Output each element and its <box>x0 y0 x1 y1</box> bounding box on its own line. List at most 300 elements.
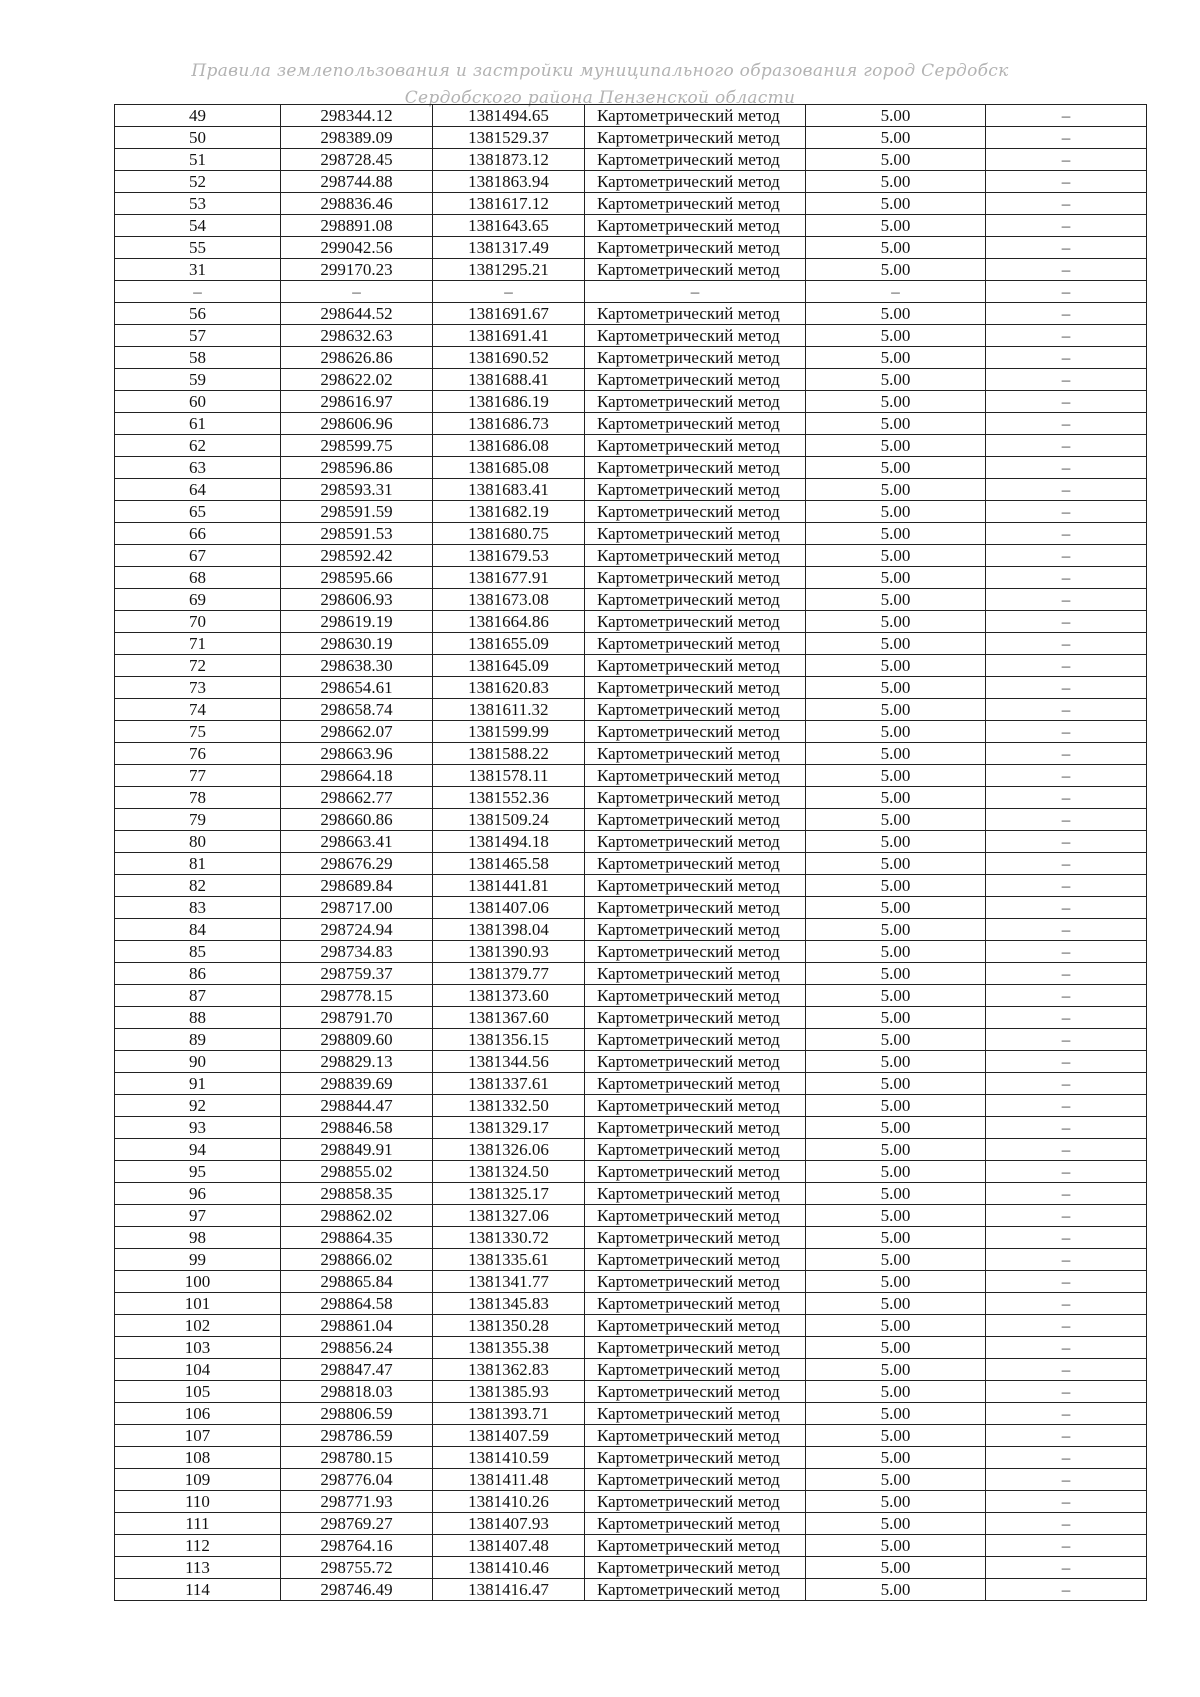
note-cell: – <box>986 391 1147 413</box>
x-coordinate-cell: 298724.94 <box>281 919 433 941</box>
x-coordinate-cell: 298622.02 <box>281 369 433 391</box>
accuracy-cell: 5.00 <box>806 479 986 501</box>
note-cell: – <box>986 523 1147 545</box>
note-cell: – <box>986 919 1147 941</box>
x-coordinate-cell: 298858.35 <box>281 1183 433 1205</box>
table-row <box>115 721 1147 743</box>
method-cell: Картометрический метод <box>585 391 806 413</box>
method-cell: Картометрический метод <box>585 699 806 721</box>
accuracy-cell: 5.00 <box>806 897 986 919</box>
note-cell: – <box>986 369 1147 391</box>
x-coordinate-cell: 298891.08 <box>281 215 433 237</box>
method-cell: Картометрический метод <box>585 1271 806 1293</box>
table-row <box>115 1029 1147 1051</box>
note-cell: – <box>986 501 1147 523</box>
accuracy-cell: 5.00 <box>806 171 986 193</box>
method-cell: Картометрический метод <box>585 259 806 281</box>
x-coordinate-cell: 298664.18 <box>281 765 433 787</box>
x-coordinate-cell: 298663.41 <box>281 831 433 853</box>
point-number-cell: 64 <box>115 479 281 501</box>
note-cell: – <box>986 677 1147 699</box>
y-coordinate-cell: 1381335.61 <box>433 1249 585 1271</box>
y-coordinate-cell: 1381686.19 <box>433 391 585 413</box>
y-coordinate-cell: 1381393.71 <box>433 1403 585 1425</box>
table-row <box>115 281 1147 303</box>
point-number-cell: 63 <box>115 457 281 479</box>
note-cell: – <box>986 809 1147 831</box>
accuracy-cell: 5.00 <box>806 1469 986 1491</box>
accuracy-cell: 5.00 <box>806 457 986 479</box>
accuracy-cell: – <box>806 281 986 303</box>
method-cell: Картометрический метод <box>585 633 806 655</box>
x-coordinate-cell: 298596.86 <box>281 457 433 479</box>
y-coordinate-cell: 1381407.48 <box>433 1535 585 1557</box>
x-coordinate-cell: 298849.91 <box>281 1139 433 1161</box>
y-coordinate-cell: 1381873.12 <box>433 149 585 171</box>
point-number-cell: 112 <box>115 1535 281 1557</box>
table-row <box>115 1139 1147 1161</box>
note-cell: – <box>986 149 1147 171</box>
accuracy-cell: 5.00 <box>806 875 986 897</box>
x-coordinate-cell: 298847.47 <box>281 1359 433 1381</box>
y-coordinate-cell: 1381664.86 <box>433 611 585 633</box>
table-row <box>115 347 1147 369</box>
note-cell: – <box>986 699 1147 721</box>
table-row <box>115 809 1147 831</box>
y-coordinate-cell: 1381683.41 <box>433 479 585 501</box>
x-coordinate-cell: 298862.02 <box>281 1205 433 1227</box>
accuracy-cell: 5.00 <box>806 919 986 941</box>
x-coordinate-cell: 298759.37 <box>281 963 433 985</box>
accuracy-cell: 5.00 <box>806 831 986 853</box>
y-coordinate-cell: 1381599.99 <box>433 721 585 743</box>
accuracy-cell: 5.00 <box>806 1579 986 1601</box>
method-cell: Картометрический метод <box>585 985 806 1007</box>
table-row <box>115 655 1147 677</box>
y-coordinate-cell: 1381416.47 <box>433 1579 585 1601</box>
table-row <box>115 1469 1147 1491</box>
method-cell: Картометрический метод <box>585 435 806 457</box>
y-coordinate-cell: 1381344.56 <box>433 1051 585 1073</box>
table-row <box>115 1513 1147 1535</box>
accuracy-cell: 5.00 <box>806 1271 986 1293</box>
accuracy-cell: 5.00 <box>806 1073 986 1095</box>
point-number-cell: 65 <box>115 501 281 523</box>
y-coordinate-cell: 1381337.61 <box>433 1073 585 1095</box>
method-cell: Картометрический метод <box>585 193 806 215</box>
x-coordinate-cell: 298864.35 <box>281 1227 433 1249</box>
note-cell: – <box>986 237 1147 259</box>
point-number-cell: 103 <box>115 1337 281 1359</box>
x-coordinate-cell: 298717.00 <box>281 897 433 919</box>
note-cell: – <box>986 655 1147 677</box>
point-number-cell: 93 <box>115 1117 281 1139</box>
x-coordinate-cell: 298866.02 <box>281 1249 433 1271</box>
accuracy-cell: 5.00 <box>806 303 986 325</box>
x-coordinate-cell: 298658.74 <box>281 699 433 721</box>
table-row <box>115 875 1147 897</box>
note-cell: – <box>986 1073 1147 1095</box>
y-coordinate-cell: 1381552.36 <box>433 787 585 809</box>
note-cell: – <box>986 435 1147 457</box>
accuracy-cell: 5.00 <box>806 127 986 149</box>
accuracy-cell: 5.00 <box>806 501 986 523</box>
point-number-cell: 87 <box>115 985 281 1007</box>
point-number-cell: 109 <box>115 1469 281 1491</box>
accuracy-cell: 5.00 <box>806 215 986 237</box>
x-coordinate-cell: 298689.84 <box>281 875 433 897</box>
method-cell: Картометрический метод <box>585 1491 806 1513</box>
table-row <box>115 765 1147 787</box>
y-coordinate-cell: 1381588.22 <box>433 743 585 765</box>
x-coordinate-cell: 298619.19 <box>281 611 433 633</box>
accuracy-cell: 5.00 <box>806 347 986 369</box>
accuracy-cell: 5.00 <box>806 1205 986 1227</box>
note-cell: – <box>986 479 1147 501</box>
method-cell: Картометрический метод <box>585 1315 806 1337</box>
accuracy-cell: 5.00 <box>806 1535 986 1557</box>
accuracy-cell: 5.00 <box>806 589 986 611</box>
method-cell: Картометрический метод <box>585 149 806 171</box>
y-coordinate-cell: 1381326.06 <box>433 1139 585 1161</box>
note-cell: – <box>986 897 1147 919</box>
accuracy-cell: 5.00 <box>806 1425 986 1447</box>
y-coordinate-cell: 1381673.08 <box>433 589 585 611</box>
y-coordinate-cell: 1381327.06 <box>433 1205 585 1227</box>
accuracy-cell: 5.00 <box>806 1007 986 1029</box>
table-row <box>115 215 1147 237</box>
table-row <box>115 1051 1147 1073</box>
accuracy-cell: 5.00 <box>806 149 986 171</box>
point-number-cell: 105 <box>115 1381 281 1403</box>
y-coordinate-cell: 1381407.06 <box>433 897 585 919</box>
point-number-cell: 110 <box>115 1491 281 1513</box>
y-coordinate-cell: 1381465.58 <box>433 853 585 875</box>
y-coordinate-cell: 1381411.48 <box>433 1469 585 1491</box>
table-row <box>115 1227 1147 1249</box>
note-cell: – <box>986 105 1147 127</box>
note-cell: – <box>986 1315 1147 1337</box>
accuracy-cell: 5.00 <box>806 743 986 765</box>
x-coordinate-cell: 298855.02 <box>281 1161 433 1183</box>
point-number-cell: 49 <box>115 105 281 127</box>
x-coordinate-cell: 298592.42 <box>281 545 433 567</box>
accuracy-cell: 5.00 <box>806 1447 986 1469</box>
method-cell: Картометрический метод <box>585 303 806 325</box>
x-coordinate-cell: 298776.04 <box>281 1469 433 1491</box>
method-cell: Картометрический метод <box>585 809 806 831</box>
note-cell: – <box>986 303 1147 325</box>
table-row <box>115 149 1147 171</box>
x-coordinate-cell: 298630.19 <box>281 633 433 655</box>
method-cell: Картометрический метод <box>585 655 806 677</box>
accuracy-cell: 5.00 <box>806 1513 986 1535</box>
accuracy-cell: 5.00 <box>806 1117 986 1139</box>
method-cell: Картометрический метод <box>585 1249 806 1271</box>
y-coordinate-cell: 1381407.59 <box>433 1425 585 1447</box>
table-row <box>115 545 1147 567</box>
method-cell: Картометрический метод <box>585 1403 806 1425</box>
table-row <box>115 435 1147 457</box>
accuracy-cell: 5.00 <box>806 325 986 347</box>
accuracy-cell: 5.00 <box>806 1095 986 1117</box>
table-row <box>115 259 1147 281</box>
point-number-cell: 52 <box>115 171 281 193</box>
y-coordinate-cell: 1381685.08 <box>433 457 585 479</box>
x-coordinate-cell: 298746.49 <box>281 1579 433 1601</box>
note-cell: – <box>986 1095 1147 1117</box>
note-cell: – <box>986 1425 1147 1447</box>
x-coordinate-cell: – <box>281 281 433 303</box>
table-row <box>115 479 1147 501</box>
note-cell: – <box>986 171 1147 193</box>
point-number-cell: 113 <box>115 1557 281 1579</box>
point-number-cell: – <box>115 281 281 303</box>
table-row <box>115 1359 1147 1381</box>
method-cell: Картометрический метод <box>585 897 806 919</box>
table-row <box>115 1403 1147 1425</box>
method-cell: Картометрический метод <box>585 369 806 391</box>
y-coordinate-cell: 1381410.59 <box>433 1447 585 1469</box>
table-row <box>115 919 1147 941</box>
point-number-cell: 71 <box>115 633 281 655</box>
y-coordinate-cell: 1381329.17 <box>433 1117 585 1139</box>
x-coordinate-cell: 298778.15 <box>281 985 433 1007</box>
point-number-cell: 100 <box>115 1271 281 1293</box>
y-coordinate-cell: 1381390.93 <box>433 941 585 963</box>
table-row <box>115 303 1147 325</box>
y-coordinate-cell: 1381509.24 <box>433 809 585 831</box>
y-coordinate-cell: 1381362.83 <box>433 1359 585 1381</box>
point-number-cell: 69 <box>115 589 281 611</box>
x-coordinate-cell: 298791.70 <box>281 1007 433 1029</box>
method-cell: Картометрический метод <box>585 523 806 545</box>
note-cell: – <box>986 545 1147 567</box>
point-number-cell: 59 <box>115 369 281 391</box>
table-row <box>115 963 1147 985</box>
accuracy-cell: 5.00 <box>806 699 986 721</box>
y-coordinate-cell: 1381373.60 <box>433 985 585 1007</box>
accuracy-cell: 5.00 <box>806 633 986 655</box>
y-coordinate-cell: 1381410.26 <box>433 1491 585 1513</box>
table-row <box>115 413 1147 435</box>
accuracy-cell: 5.00 <box>806 545 986 567</box>
method-cell: Картометрический метод <box>585 1117 806 1139</box>
method-cell: Картометрический метод <box>585 1073 806 1095</box>
table-row <box>115 699 1147 721</box>
point-number-cell: 80 <box>115 831 281 853</box>
method-cell: Картометрический метод <box>585 457 806 479</box>
x-coordinate-cell: 298755.72 <box>281 1557 433 1579</box>
y-coordinate-cell: 1381356.15 <box>433 1029 585 1051</box>
point-number-cell: 78 <box>115 787 281 809</box>
y-coordinate-cell: 1381295.21 <box>433 259 585 281</box>
method-cell: Картометрический метод <box>585 1557 806 1579</box>
point-number-cell: 54 <box>115 215 281 237</box>
method-cell: Картометрический метод <box>585 611 806 633</box>
table-row <box>115 1007 1147 1029</box>
note-cell: – <box>986 1183 1147 1205</box>
table-row <box>115 1117 1147 1139</box>
note-cell: – <box>986 1161 1147 1183</box>
table-row <box>115 787 1147 809</box>
x-coordinate-cell: 298606.96 <box>281 413 433 435</box>
method-cell: Картометрический метод <box>585 567 806 589</box>
y-coordinate-cell: 1381677.91 <box>433 567 585 589</box>
y-coordinate-cell: 1381686.08 <box>433 435 585 457</box>
table-row <box>115 1095 1147 1117</box>
method-cell: Картометрический метод <box>585 237 806 259</box>
table-row <box>115 391 1147 413</box>
method-cell: Картометрический метод <box>585 215 806 237</box>
method-cell: Картометрический метод <box>585 1381 806 1403</box>
note-cell: – <box>986 831 1147 853</box>
note-cell: – <box>986 457 1147 479</box>
y-coordinate-cell: 1381324.50 <box>433 1161 585 1183</box>
table-row <box>115 853 1147 875</box>
page-header-line-2: Сердобского района Пензенской области <box>404 88 796 108</box>
point-number-cell: 84 <box>115 919 281 941</box>
accuracy-cell: 5.00 <box>806 809 986 831</box>
method-cell: Картометрический метод <box>585 1183 806 1205</box>
note-cell: – <box>986 1359 1147 1381</box>
note-cell: – <box>986 1007 1147 1029</box>
note-cell: – <box>986 963 1147 985</box>
point-number-cell: 31 <box>115 259 281 281</box>
point-number-cell: 92 <box>115 1095 281 1117</box>
accuracy-cell: 5.00 <box>806 413 986 435</box>
table-row <box>115 501 1147 523</box>
method-cell: Картометрический метод <box>585 325 806 347</box>
x-coordinate-cell: 298764.16 <box>281 1535 433 1557</box>
x-coordinate-cell: 298599.75 <box>281 435 433 457</box>
table-row <box>115 171 1147 193</box>
method-cell: Картометрический метод <box>585 677 806 699</box>
point-number-cell: 102 <box>115 1315 281 1337</box>
y-coordinate-cell: 1381643.65 <box>433 215 585 237</box>
y-coordinate-cell: 1381617.12 <box>433 193 585 215</box>
method-cell: Картометрический метод <box>585 1227 806 1249</box>
note-cell: – <box>986 193 1147 215</box>
note-cell: – <box>986 589 1147 611</box>
point-number-cell: 75 <box>115 721 281 743</box>
x-coordinate-cell: 299170.23 <box>281 259 433 281</box>
y-coordinate-cell: 1381682.19 <box>433 501 585 523</box>
y-coordinate-cell: 1381494.65 <box>433 105 585 127</box>
x-coordinate-cell: 298728.45 <box>281 149 433 171</box>
table-row <box>115 1381 1147 1403</box>
y-coordinate-cell: 1381330.72 <box>433 1227 585 1249</box>
table-row <box>115 523 1147 545</box>
table-row <box>115 127 1147 149</box>
accuracy-cell: 5.00 <box>806 765 986 787</box>
table-row <box>115 369 1147 391</box>
x-coordinate-cell: 298676.29 <box>281 853 433 875</box>
method-cell: Картометрический метод <box>585 1007 806 1029</box>
point-number-cell: 77 <box>115 765 281 787</box>
table-row <box>115 1293 1147 1315</box>
accuracy-cell: 5.00 <box>806 523 986 545</box>
point-number-cell: 56 <box>115 303 281 325</box>
page-header-line-1: Правила землепользования и застройки муниципального образования город Сердобск <box>191 61 1009 81</box>
coordinates-table-body <box>115 105 1147 1601</box>
point-number-cell: 114 <box>115 1579 281 1601</box>
method-cell: Картометрический метод <box>585 1161 806 1183</box>
method-cell: Картометрический метод <box>585 1359 806 1381</box>
table-row <box>115 1249 1147 1271</box>
y-coordinate-cell: 1381688.41 <box>433 369 585 391</box>
method-cell: Картометрический метод <box>585 1337 806 1359</box>
y-coordinate-cell: 1381441.81 <box>433 875 585 897</box>
method-cell: Картометрический метод <box>585 545 806 567</box>
method-cell: Картометрический метод <box>585 347 806 369</box>
accuracy-cell: 5.00 <box>806 369 986 391</box>
x-coordinate-cell: 298591.59 <box>281 501 433 523</box>
table-row <box>115 897 1147 919</box>
x-coordinate-cell: 298660.86 <box>281 809 433 831</box>
y-coordinate-cell: 1381620.83 <box>433 677 585 699</box>
method-cell: Картометрический метод <box>585 743 806 765</box>
note-cell: – <box>986 1117 1147 1139</box>
y-coordinate-cell: 1381350.28 <box>433 1315 585 1337</box>
accuracy-cell: 5.00 <box>806 1491 986 1513</box>
y-coordinate-cell: 1381385.93 <box>433 1381 585 1403</box>
note-cell: – <box>986 347 1147 369</box>
table-row <box>115 633 1147 655</box>
method-cell: Картометрический метод <box>585 1293 806 1315</box>
accuracy-cell: 5.00 <box>806 1403 986 1425</box>
point-number-cell: 68 <box>115 567 281 589</box>
method-cell: Картометрический метод <box>585 721 806 743</box>
table-row <box>115 1161 1147 1183</box>
y-coordinate-cell: – <box>433 281 585 303</box>
table-row <box>115 1447 1147 1469</box>
table-row <box>115 1073 1147 1095</box>
point-number-cell: 76 <box>115 743 281 765</box>
note-cell: – <box>986 567 1147 589</box>
method-cell: Картометрический метод <box>585 853 806 875</box>
y-coordinate-cell: 1381345.83 <box>433 1293 585 1315</box>
table-row <box>115 985 1147 1007</box>
y-coordinate-cell: 1381578.11 <box>433 765 585 787</box>
note-cell: – <box>986 413 1147 435</box>
point-number-cell: 67 <box>115 545 281 567</box>
y-coordinate-cell: 1381680.75 <box>433 523 585 545</box>
y-coordinate-cell: 1381529.37 <box>433 127 585 149</box>
x-coordinate-cell: 298638.30 <box>281 655 433 677</box>
point-number-cell: 72 <box>115 655 281 677</box>
point-number-cell: 86 <box>115 963 281 985</box>
method-cell: Картометрический метод <box>585 963 806 985</box>
method-cell: Картометрический метод <box>585 171 806 193</box>
accuracy-cell: 5.00 <box>806 1381 986 1403</box>
method-cell: Картометрический метод <box>585 1513 806 1535</box>
accuracy-cell: 5.00 <box>806 567 986 589</box>
method-cell: Картометрический метод <box>585 1029 806 1051</box>
table-row <box>115 457 1147 479</box>
point-number-cell: 98 <box>115 1227 281 1249</box>
point-number-cell: 50 <box>115 127 281 149</box>
note-cell: – <box>986 1139 1147 1161</box>
point-number-cell: 73 <box>115 677 281 699</box>
method-cell: Картометрический метод <box>585 589 806 611</box>
y-coordinate-cell: 1381341.77 <box>433 1271 585 1293</box>
table-row <box>115 1579 1147 1601</box>
method-cell: – <box>585 281 806 303</box>
note-cell: – <box>986 721 1147 743</box>
method-cell: Картометрический метод <box>585 1535 806 1557</box>
point-number-cell: 96 <box>115 1183 281 1205</box>
